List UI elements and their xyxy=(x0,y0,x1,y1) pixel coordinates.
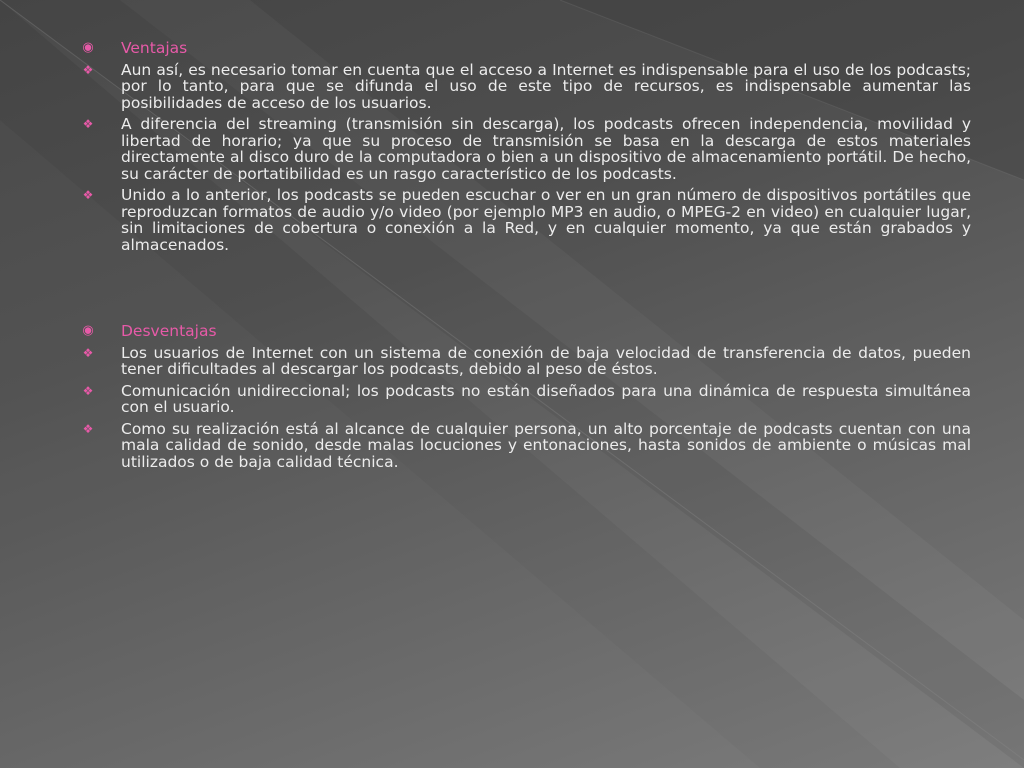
list-item xyxy=(79,62,971,112)
list-item xyxy=(79,421,971,471)
list-item xyxy=(79,116,971,182)
bullet-text: Aun así, es necesario tomar en cuenta que el acceso a Internet es indispensable para el uso de los podcasts; por lo tanto, para que se difunda el uso de este tipo de recursos, es indispensable aumentar las posibilidades de acceso de los usuarios. xyxy=(121,60,971,112)
section-heading-desventajas xyxy=(79,323,971,340)
bullet-text: Como su realización está al alcance de cualquier persona, un alto porcentaje de podcasts cuentan con una mala calidad de sonido, desde malas locuciones y entonaciones, hasta sonidos de ambiente o músicas mal utilizados o de baja calidad técnica. xyxy=(121,419,971,471)
heading-text: Ventajas xyxy=(121,39,188,57)
four-diamond-icon: ❖ xyxy=(82,62,94,77)
section-heading-ventajas xyxy=(79,40,971,57)
bullet-text: Comunicación unidireccional; los podcasts no están diseñados para una dinámica de respuesta simultánea con el usuario. xyxy=(121,381,971,416)
four-diamond-icon: ❖ xyxy=(82,117,94,131)
bullet-text: A diferencia del streaming (transmisión sin descarga), los podcasts ofrecen independencia, movilidad y libertad de horario; ya que su proceso de transmisión se basa en la descarga de estos materiales directamente al disco duro de la computadora o bien a un dispositivo de almacenamiento portátil. De hecho, su carácter de portatibilidad es un rasgo característico de los podcasts. xyxy=(121,115,971,183)
four-diamond-icon: ❖ xyxy=(82,421,94,436)
list-item xyxy=(79,383,971,416)
bullet-text: Los usuarios de Internet con un sistema de conexión de baja velocidad de transferencia de datos, pueden tener dificultades al descargar los podcasts, debido al peso de éstos. xyxy=(121,343,971,378)
heading-text: Desventajas xyxy=(121,322,217,340)
four-diamond-icon: ❖ xyxy=(82,345,94,360)
four-diamond-icon: ❖ xyxy=(82,383,94,398)
slide-body xyxy=(79,40,971,470)
circle-dot-icon: ◉ xyxy=(82,323,94,338)
list-item xyxy=(79,345,971,378)
list-item xyxy=(79,187,971,253)
circle-dot-icon: ◉ xyxy=(82,40,94,55)
bullet-text: Unido a lo anterior, los podcasts se pueden escuchar o ver en un gran número de dispositivos portátiles que reproduzcan formatos de audio y/o video (por ejemplo MP3 en audio, o MPEG-2 en video) en cualquier lugar, sin limitaciones de cobertura o conexión a la Red, y en cualquier momento, ya que están grabados y almacenados. xyxy=(121,186,971,254)
four-diamond-icon: ❖ xyxy=(82,188,94,202)
